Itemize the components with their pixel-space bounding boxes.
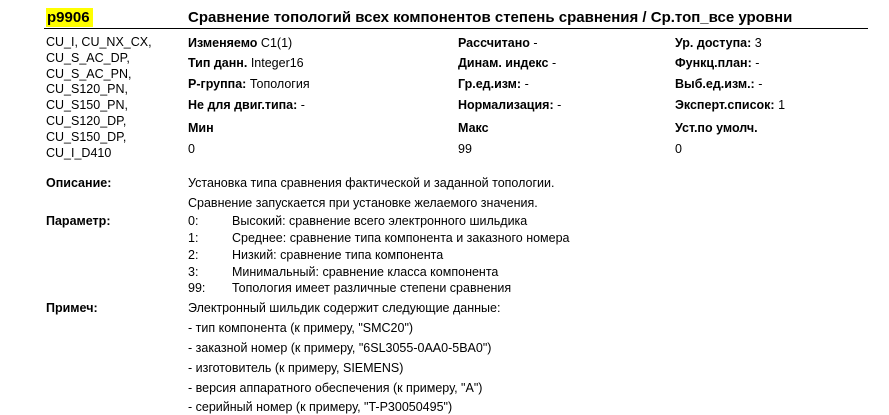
- attr-label: Рассчитано: [458, 36, 530, 50]
- parameter-id-badge: p9906: [46, 8, 93, 27]
- note-line: - заказной номер (к примеру, "6SL3055-0AA0-5BA0"): [188, 341, 492, 355]
- control-unit-item: CU_S_AC_PN,: [46, 66, 132, 81]
- parameter-value-number: 2:: [188, 248, 199, 262]
- attr-value: Integer16: [250, 56, 304, 70]
- parameter-value-number: 3:: [188, 265, 199, 279]
- attr-value: 1: [778, 98, 786, 112]
- parameter-label: Параметр:: [46, 214, 111, 228]
- header-divider: [44, 28, 868, 29]
- control-unit-item: CU_I, CU_NX_CX,: [46, 35, 152, 49]
- parameter-value-text: Среднее: сравнение типа компонента и заказного номера: [232, 231, 570, 245]
- parameter-value-number: 1:: [188, 231, 199, 245]
- attr-label: Тип данн.: [188, 56, 248, 70]
- description-line: Установка типа сравнения фактической и заданной топологии.: [188, 176, 555, 190]
- attr-expert-list: [675, 98, 785, 113]
- attr-value: -: [533, 36, 538, 50]
- control-unit-item: CU_I_D410: [46, 145, 112, 160]
- attr-unit-group: [458, 77, 529, 92]
- attr-min-label: [188, 121, 214, 136]
- control-unit-item: CU_S120_DP,: [46, 113, 127, 128]
- attr-value: 3: [754, 36, 762, 50]
- parameter-title: Сравнение топологий всех компонентов степень сравнения / Ср.топ_все уровни: [188, 9, 793, 26]
- attr-normalization: [458, 98, 561, 113]
- attr-value: -: [758, 77, 763, 91]
- attr-default-label: [675, 121, 758, 136]
- attr-value: -: [551, 56, 557, 70]
- note-line: - серийный номер (к примеру, "T-P30050495"): [188, 400, 453, 414]
- parameter-value-text: Высокий: сравнение всего электронного шильдика: [232, 214, 528, 228]
- attr-label: Динам. индекс: [458, 56, 549, 70]
- attr-data-type: [188, 56, 304, 71]
- description-label: Описание:: [46, 176, 112, 190]
- attr-access-level: [675, 36, 762, 51]
- attr-label: Макс: [458, 121, 489, 135]
- attr-p-group: [188, 77, 310, 92]
- attr-value: -: [524, 77, 529, 91]
- attr-label: Функц.план:: [675, 56, 752, 70]
- attr-label: Эксперт.список:: [675, 98, 775, 112]
- attr-min-value: 0: [188, 142, 195, 156]
- note-line: - тип компонента (к примеру, "SMC20"): [188, 321, 414, 335]
- note-line: - изготовитель (к примеру, SIEMENS): [188, 361, 404, 375]
- attr-value: -: [300, 98, 305, 112]
- attr-label: Уст.по умолч.: [675, 121, 758, 135]
- attr-value: C1(1): [260, 36, 293, 50]
- control-unit-item: CU_S150_DP,: [46, 129, 127, 144]
- control-unit-item: CU_S150_PN,: [46, 98, 128, 113]
- attr-label: Мин: [188, 121, 214, 135]
- attr-value: -: [755, 56, 760, 70]
- note-line: Электронный шильдик содержит следующие данные:: [188, 301, 501, 315]
- parameter-value-text: Низкий: сравнение типа компонента: [232, 248, 444, 262]
- parameter-value-text: Топология имеет различные степени сравнения: [232, 281, 512, 295]
- parameter-value-number: 0:: [188, 214, 199, 228]
- control-unit-list: [46, 35, 181, 161]
- control-unit-item: CU_S120_PN,: [46, 82, 128, 97]
- note-line: - версия аппаратного обеспечения (к примеру, "A"): [188, 381, 483, 395]
- attr-default-value: 0: [675, 142, 682, 156]
- attr-max-value: 99: [458, 142, 472, 156]
- attr-function-diagram: [675, 56, 759, 71]
- control-unit-item: CU_S_AC_DP,: [46, 50, 130, 65]
- parameter-value-text: Минимальный: сравнение класса компонента: [232, 265, 499, 279]
- attr-label: Не для двиг.типа:: [188, 98, 298, 112]
- attr-changeable: [188, 36, 292, 51]
- attr-not-for-motor-type: [188, 98, 305, 113]
- attr-label: Выб.ед.изм.:: [675, 77, 755, 91]
- attr-calculated: [458, 36, 538, 51]
- attr-dynamic-index: [458, 56, 556, 71]
- attr-label: Гр.ед.изм:: [458, 77, 522, 91]
- attr-label: Нормализация:: [458, 98, 554, 112]
- attr-value: -: [557, 98, 562, 112]
- attr-label: Изменяемо: [188, 36, 258, 50]
- attr-label: Ур. доступа:: [675, 36, 752, 50]
- attr-label: Р-группа:: [188, 77, 247, 91]
- description-line: Сравнение запускается при установке желаемого значения.: [188, 196, 538, 210]
- attr-unit-selection: [675, 77, 762, 92]
- parameter-value-number: 99:: [188, 281, 206, 295]
- attr-value: Топология: [249, 77, 310, 91]
- attr-max-label: [458, 121, 489, 136]
- note-label: Примеч:: [46, 301, 98, 315]
